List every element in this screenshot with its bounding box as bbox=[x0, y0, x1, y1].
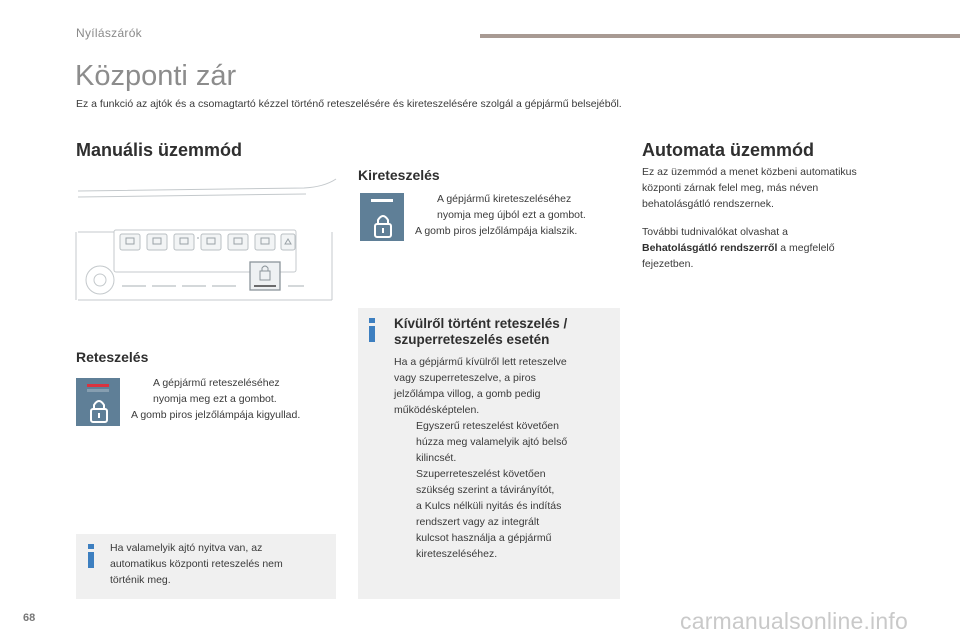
outside-locking-text bbox=[394, 354, 616, 562]
auto-mode-text bbox=[642, 164, 942, 272]
outside-b2-line: rendszert vagy az integrált bbox=[416, 516, 540, 528]
center-console-illustration bbox=[74, 174, 338, 302]
padlock-unlocked-icon bbox=[373, 213, 393, 239]
outside-b1-line: húzza meg valamelyik ajtó belső bbox=[416, 436, 568, 448]
lock-instructions bbox=[131, 375, 351, 423]
unlock-line-1: A gépjármű kireteszeléséhez bbox=[437, 193, 572, 205]
auto-p2-line-1: További tudnivalókat olvashat a bbox=[642, 226, 788, 238]
outside-b2-line: a Kulcs nélküli nyitás és indítás bbox=[416, 500, 562, 512]
outside-b2-line: kulcsot használja a gépjármű bbox=[416, 532, 552, 544]
console-button-3 bbox=[174, 234, 194, 250]
info-note-text bbox=[110, 540, 330, 588]
outside-b2-line: szükség szerint a távirányítót, bbox=[416, 484, 555, 496]
indicator-shadow bbox=[87, 389, 109, 392]
unlock-heading: Kireteszelés bbox=[358, 167, 440, 183]
section-label: Nyílászárók bbox=[76, 26, 142, 40]
outside-p-line: működésképtelen. bbox=[394, 404, 480, 416]
outside-heading-line-1: Kívülről történt reteszelés / bbox=[394, 316, 568, 331]
lock-heading: Reteszelés bbox=[76, 349, 149, 365]
manual-mode-heading: Manuális üzemmód bbox=[76, 140, 243, 160]
console-button-6 bbox=[255, 234, 275, 250]
note-line-1: Ha valamelyik ajtó nyitva van, az bbox=[110, 542, 263, 554]
outside-p-line: jelzőlámpa villog, a gomb pedig bbox=[394, 388, 541, 400]
outside-b2-line: kireteszeléséhez. bbox=[416, 548, 498, 560]
lock-button-icon bbox=[76, 378, 120, 426]
info-note-panel bbox=[76, 534, 336, 599]
auto-p1-line: behatolásgátló rendszernek. bbox=[642, 198, 774, 210]
auto-p2-after: a megfelelő bbox=[777, 242, 835, 254]
outside-locking-heading bbox=[394, 316, 616, 348]
page-number: 68 bbox=[23, 612, 36, 624]
lock-line-1: A gépjármű reteszeléséhez bbox=[153, 377, 280, 389]
auto-p2-line-3: fejezetben. bbox=[642, 258, 694, 270]
unlock-line-2: nyomja meg újból ezt a gombot. bbox=[437, 209, 586, 221]
outside-b1-line: kilincsét. bbox=[416, 452, 457, 464]
outside-heading-line-2: szuperreteszelés esetén bbox=[394, 332, 550, 347]
anti-intrusion-reference: Behatolásgátló rendszerről bbox=[642, 242, 778, 254]
note-line-2: automatikus központi reteszelés nem bbox=[110, 558, 283, 570]
outside-p-line: vagy szuperreteszelve, a piros bbox=[394, 372, 536, 384]
console-button-1 bbox=[120, 234, 140, 250]
console-button-7 bbox=[281, 234, 295, 250]
unlock-button-icon bbox=[360, 193, 404, 241]
info-icon bbox=[88, 544, 94, 568]
auto-mode-heading: Automata üzemmód bbox=[642, 140, 815, 160]
console-button-2 bbox=[147, 234, 167, 250]
auto-p1-line: központi zárnak felel meg, más néven bbox=[642, 182, 819, 194]
unlock-instructions bbox=[415, 191, 630, 239]
note-line-3: történik meg. bbox=[110, 574, 171, 586]
lock-line-3: A gomb piros jelzőlámpája kigyullad. bbox=[131, 409, 301, 421]
info-icon bbox=[369, 318, 375, 342]
unlit-indicator-lamp bbox=[371, 199, 393, 202]
outside-b2-line: Szuperreteszelést követően bbox=[416, 468, 546, 480]
outside-locking-panel bbox=[358, 308, 620, 599]
lock-line-2: nyomja meg ezt a gombot. bbox=[153, 393, 277, 405]
auto-p1-line: Ez az üzemmód a menet közbeni automatikus bbox=[642, 166, 857, 178]
outside-p-line: Ha a gépjármű kívülről lett reteszelve bbox=[394, 356, 567, 368]
console-button-4 bbox=[201, 234, 221, 250]
padlock-locked-icon bbox=[89, 398, 109, 424]
red-indicator-lamp bbox=[87, 384, 109, 387]
page-title: Központi zár bbox=[75, 60, 237, 92]
outside-b1-line: Egyszerű reteszelést követően bbox=[416, 420, 559, 432]
watermark: carmanualsonline.info bbox=[680, 608, 908, 634]
console-button-5 bbox=[228, 234, 248, 250]
unlock-line-3: A gomb piros jelzőlámpája kialszik. bbox=[415, 225, 578, 237]
header-divider-bar bbox=[480, 34, 960, 38]
auto-p2-line-2 bbox=[642, 240, 942, 256]
intro-text: Ez a funkció az ajtók és a csomagtartó kézzel történő reteszelésére és kireteszelésére szolgál a gépjármű belsejéből. bbox=[76, 98, 622, 110]
